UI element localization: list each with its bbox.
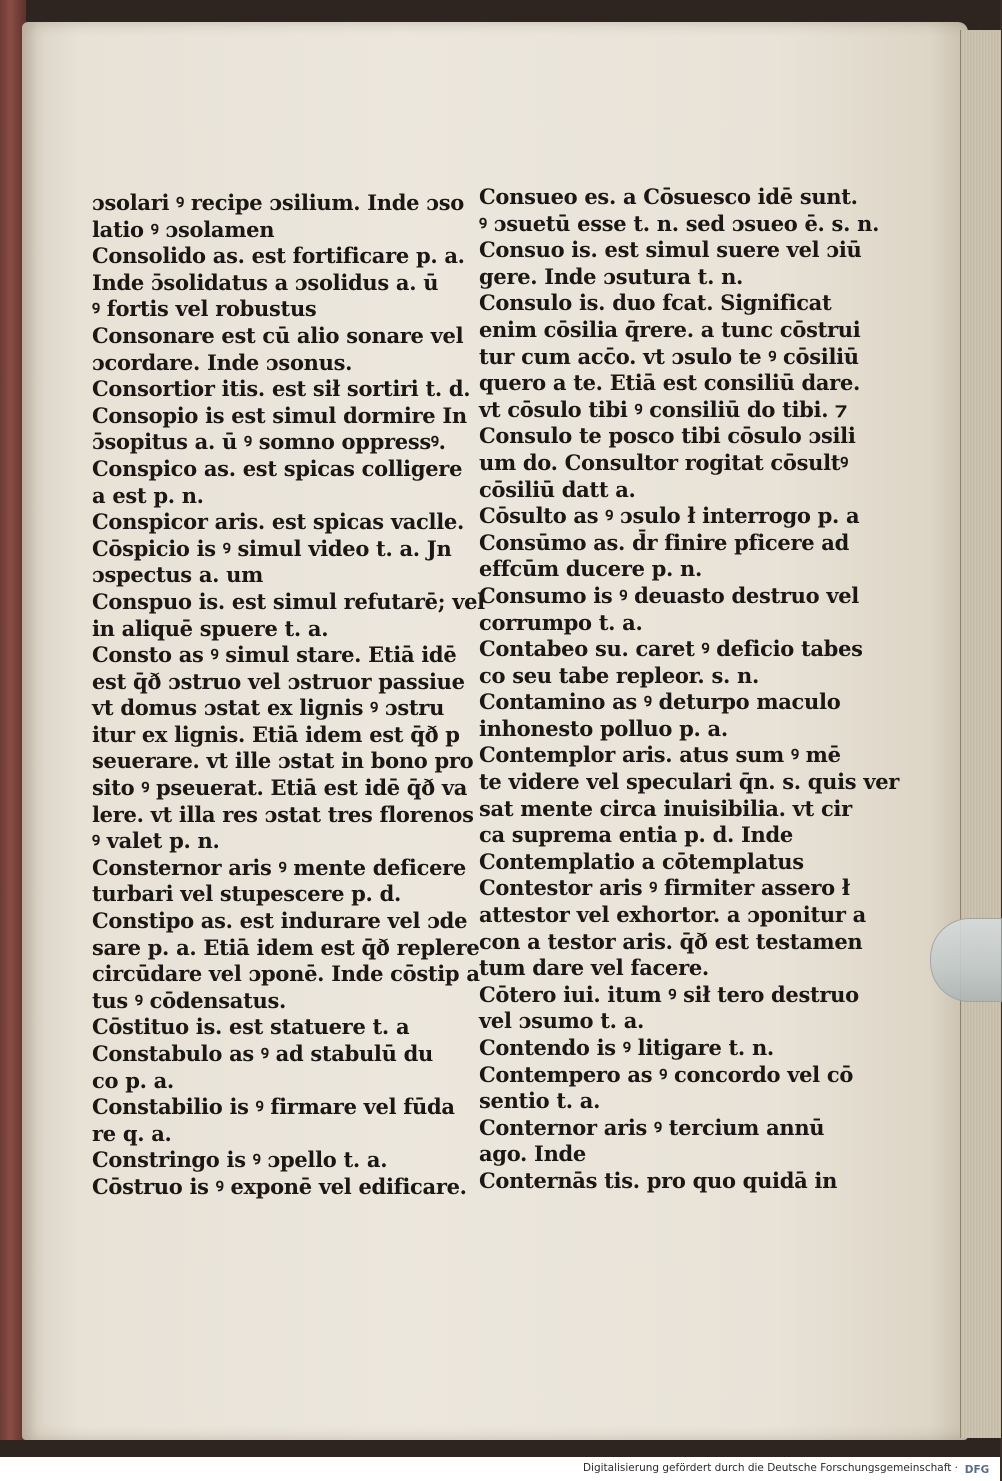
text-line: tus ꝰ cōdensatus.: [92, 987, 286, 1013]
text-line: Consto as ꝰ simul stare. Etiā idē: [92, 642, 457, 668]
text-line: ꝰ ɔsuetū esse t. n. sed ɔsueo ē. s. n.: [479, 210, 880, 236]
text-line: ꝰ fortis vel robustus: [92, 296, 317, 322]
text-line: Constipo as. est indurare vel ɔde: [92, 908, 468, 934]
text-line: Cōstruo is ꝰ exponē vel edificare.: [92, 1173, 467, 1199]
text-line: in aliquē spuere t. a.: [92, 615, 329, 641]
text-line: corrumpo t. a.: [479, 609, 643, 635]
text-line: ago. Inde: [479, 1141, 586, 1167]
text-line: Consumo is ꝰ deuasto destruo vel: [479, 582, 859, 608]
text-line: Contempero as ꝰ concordo vel cō: [479, 1061, 854, 1087]
text-line: turbari vel stupescere p. d.: [92, 881, 401, 907]
text-line: Constabilio is ꝰ firmare vel fūda: [92, 1094, 455, 1120]
text-line: sito ꝰ pseuerat. Etiā est idē q̄ð va: [92, 775, 468, 801]
text-line: Consūmo as. d̄r finire pficere ad: [479, 529, 849, 555]
text-line: inhonesto polluo p. a.: [479, 715, 728, 741]
text-line: Cōspicio is ꝰ simul video t. a. Jn: [92, 535, 452, 561]
text-line: tur cum acc̄o. vt ɔsulo te ꝰ cōsiliū: [479, 343, 859, 369]
text-line: Consulo te posco tibi cōsulo ɔsili: [479, 423, 856, 449]
text-line: Consuo is. est simul suere vel ɔiū: [479, 237, 862, 263]
text-line: effcūm ducere p. n.: [479, 556, 703, 582]
text-line: Cōstituo is. est statuere t. a: [92, 1014, 410, 1040]
text-line: circūdare vel ɔponē. Inde cōstip a: [92, 961, 480, 987]
text-line: sat mente circa inuisibilia. vt cir: [479, 795, 852, 821]
left-text-column: [92, 190, 485, 1201]
text-line: co p. a.: [92, 1067, 174, 1093]
text-line: seuerare. vt ille ɔstat in bono pro: [92, 748, 474, 774]
text-line: attestor vel exhortor. a ɔponitur a: [479, 902, 866, 928]
text-line: Conternor aris ꝰ tercium annū: [479, 1114, 825, 1140]
text-line: ɔspectus a. um: [92, 562, 264, 588]
text-line: vt cōsulo tibi ꝰ consiliū do tibi. ⁊: [479, 396, 847, 422]
text-line: ɔsolari ꝰ recipe ɔsilium. Inde ɔso: [92, 190, 464, 215]
text-line: ɔcordare. Inde ɔsonus.: [92, 349, 353, 375]
text-line: Contabeo su. caret ꝰ deficio tabes: [479, 636, 863, 662]
text-line: re q. a.: [92, 1120, 172, 1146]
text-line: sare p. a. Etiā idem est q̄ð replere: [92, 934, 480, 960]
text-line: Consternor aris ꝰ mente deficere: [92, 854, 466, 880]
text-line: Contestor aris ꝰ firmiter assero ł: [479, 875, 850, 901]
text-line: vt domus ɔstat ex lignis ꝰ ɔstru: [92, 695, 445, 721]
right-text-column: [479, 184, 900, 1195]
text-line: enim cōsilia q̄rere. a tunc cōstrui: [479, 316, 861, 342]
text-line: Consulo is. duo fcat. Significat: [479, 290, 832, 316]
text-line: Consueo es. a Cōsuesco idē sunt.: [479, 184, 858, 209]
text-line: Consortior itis. est sił sortiri t. d.: [92, 376, 471, 402]
text-line: Constabulo as ꝰ ad stabulū du: [92, 1041, 433, 1066]
text-line: sentio t. a.: [479, 1088, 601, 1114]
text-line: Conspuo is. est simul refutarē; vel: [92, 588, 485, 614]
text-line: um do. Consultor rogitat cōsultꝰ: [479, 449, 848, 475]
text-line: ca suprema entia p. d. Inde: [479, 822, 793, 848]
text-line: Cōsulto as ꝰ ɔsulo ł interrogo p. a: [479, 503, 860, 529]
page-edges: [960, 30, 1001, 1438]
text-line: ɔ̄sopitus a. ū ꝰ somno oppressꝰ.: [92, 429, 446, 455]
text-line: latio ꝰ ɔsolamen: [92, 216, 275, 242]
text-line: tum dare vel facere.: [479, 955, 709, 981]
text-line: Cōtero iui. itum ꝰ sił tero destruo: [479, 981, 859, 1007]
text-line: quero a te. Etiā est consiliū dare.: [479, 370, 861, 396]
text-line: lere. vt illa res ɔstat tres florenos: [92, 801, 474, 827]
text-line: con a testor aris. q̄ð est testamen: [479, 928, 863, 954]
text-line: Inde ɔ̄solidatus a ɔsolidus a. ū: [92, 269, 439, 295]
text-line: te videre vel speculari q̄n. s. quis ver: [479, 769, 900, 795]
text-line: Consonare est cū alio sonare vel: [92, 322, 464, 348]
text-line: Consopio is est simul dormire In: [92, 402, 467, 428]
text-line: Consolido as. est fortificare p. a.: [92, 243, 465, 269]
text-line: Contemplor aris. atus sum ꝰ mē: [479, 742, 841, 768]
text-line: Constringo is ꝰ ɔpello t. a.: [92, 1147, 388, 1173]
text-line: Contendo is ꝰ litigare t. n.: [479, 1035, 774, 1060]
text-line: Conspico as. est spicas colligere: [92, 455, 463, 481]
footer-bar: [0, 1457, 1000, 1481]
text-line: gere. Inde ɔsutura t. n.: [479, 263, 744, 289]
text-line: a est p. n.: [92, 482, 204, 508]
text-line: Contemplatio a cōtemplatus: [479, 848, 804, 874]
dfg-logo: DFG: [960, 1462, 994, 1478]
text-line: Contamino as ꝰ deturpo maculo: [479, 689, 841, 715]
text-line: Conternās tis. pro quo quidā in: [479, 1167, 838, 1193]
text-line: itur ex lignis. Etiā idem est q̄ð p: [92, 721, 460, 747]
text-line: co seu tabe repleor. s. n.: [479, 662, 759, 688]
digitization-credit: Digitalisierung gefördert durch die Deutsche Forschungsgemeinschaft ·: [582, 1462, 958, 1474]
page-clip: [930, 918, 1002, 1002]
text-line: vel ɔsumo t. a.: [479, 1008, 645, 1034]
text-line: est q̄ð ɔstruo vel ɔstruor passiue: [92, 668, 465, 694]
text-line: ꝰ valet p. n.: [92, 828, 220, 854]
text-line: Conspicor aris. est spicas vaclle.: [92, 509, 464, 535]
text-line: cōsiliū datt a.: [479, 476, 636, 502]
